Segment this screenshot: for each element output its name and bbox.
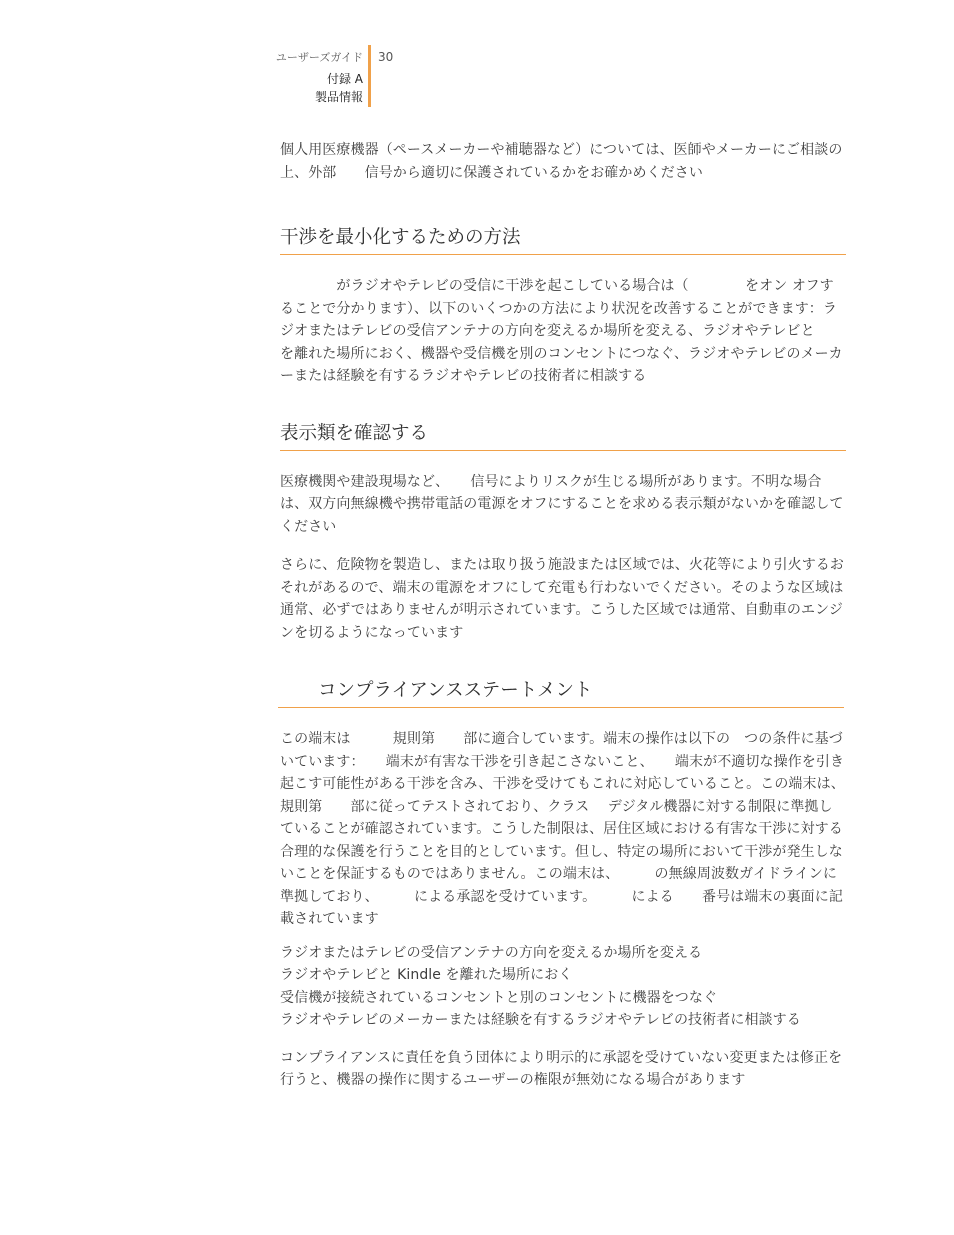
running-header — [223, 49, 363, 106]
section-heading-signage: 表示類を確認する — [280, 419, 846, 451]
list-item: ラジオまたはテレビの受信アンテナの方向を変えるか場所を変える — [280, 944, 703, 961]
appendix-label: 付録 A — [326, 72, 363, 86]
intro-paragraph: 個人用医療機器（ペースメーカーや補聴器など）については、医師やメーカーにご相談の上、外部 信号から適切に保護されているかをお確かめください — [280, 142, 843, 181]
page-number: 30 — [378, 50, 394, 64]
remedy-list — [280, 942, 846, 1032]
page-body — [280, 139, 900, 1092]
guide-label: ユーザーズガイド — [275, 51, 363, 64]
section-heading-compliance: コンプライアンスステートメント — [278, 676, 844, 708]
section-heading-interference: 干渉を最小化するための方法 — [280, 223, 846, 255]
section-label: 製品情報 — [314, 90, 363, 104]
list-item: ラジオやテレビと Kindle を離れた場所におく — [280, 967, 573, 983]
signage-paragraph-1: 医療機関や建設現場など、 信号によりリスクが生じる場所があります。不明な場合は、双方向無線機や携帯電話の電源をオフにすることを求める表示類がないかを確認してください — [280, 473, 844, 535]
interference-paragraph: がラジオやテレビの受信に干渉を起こしている場合は（ をオン オフすることで分かります）、以下のいくつかの方法により状況を改善することができます：ラジオまたはテレビの受信アンテナの方向を変えるか場所を変える、ラジオやテレビと を離れた場所におく、機器や受信機を別のコンセントにつなぐ、ラジオやテレビのメーカーまたは経験を有するラジオやテレビの技術者に相談する — [280, 278, 900, 384]
list-item: 受信機が接続されているコンセントと別のコンセントに機器をつなぐ — [280, 989, 718, 1006]
list-item: ラジオやテレビのメーカーまたは経験を有するラジオやテレビの技術者に相談する — [280, 1012, 801, 1028]
signage-paragraph-2: さらに、危険物を製造し、または取り扱う施設または区域では、火花等により引火するおそれがあるので、端末の電源をオフにして充電も行わないでください。そのような区域は通常、必ずではありませんが明示されています。こうした区域では通常、自動車のエンジンを切るようになっています — [280, 557, 844, 641]
header-divider — [368, 45, 371, 107]
closing-paragraph: コンプライアンスに責任を負う団体により明示的に承認を受けていない変更または修正を行うと、機器の操作に関するユーザーの権限が無効になる場合があります — [280, 1049, 843, 1088]
compliance-paragraph: この端末は 規則第 部に適合しています。端末の操作は以下の つの条件に基づいています： 端末が有害な干渉を引き起こさないこと、 端末が不適切な操作を引き起こす可能性がある干渉を含み、干渉を受けてもこれに対応していること。この端末は、 規則第 部に従ってテストされており、クラス デジタル機器に対する制限に準拠していることが確認されています。こうした制限は、居住区域における有害な干渉に対する合理的な保護を行うことを目的としています。但し、特定の場所において干渉が発生しないことを保証するものではありません。この端末は、 の無線周波数ガイドラインに準拠しており、 による承認を受けています。 による 番号は端末の裏面に記載されています — [280, 731, 881, 927]
